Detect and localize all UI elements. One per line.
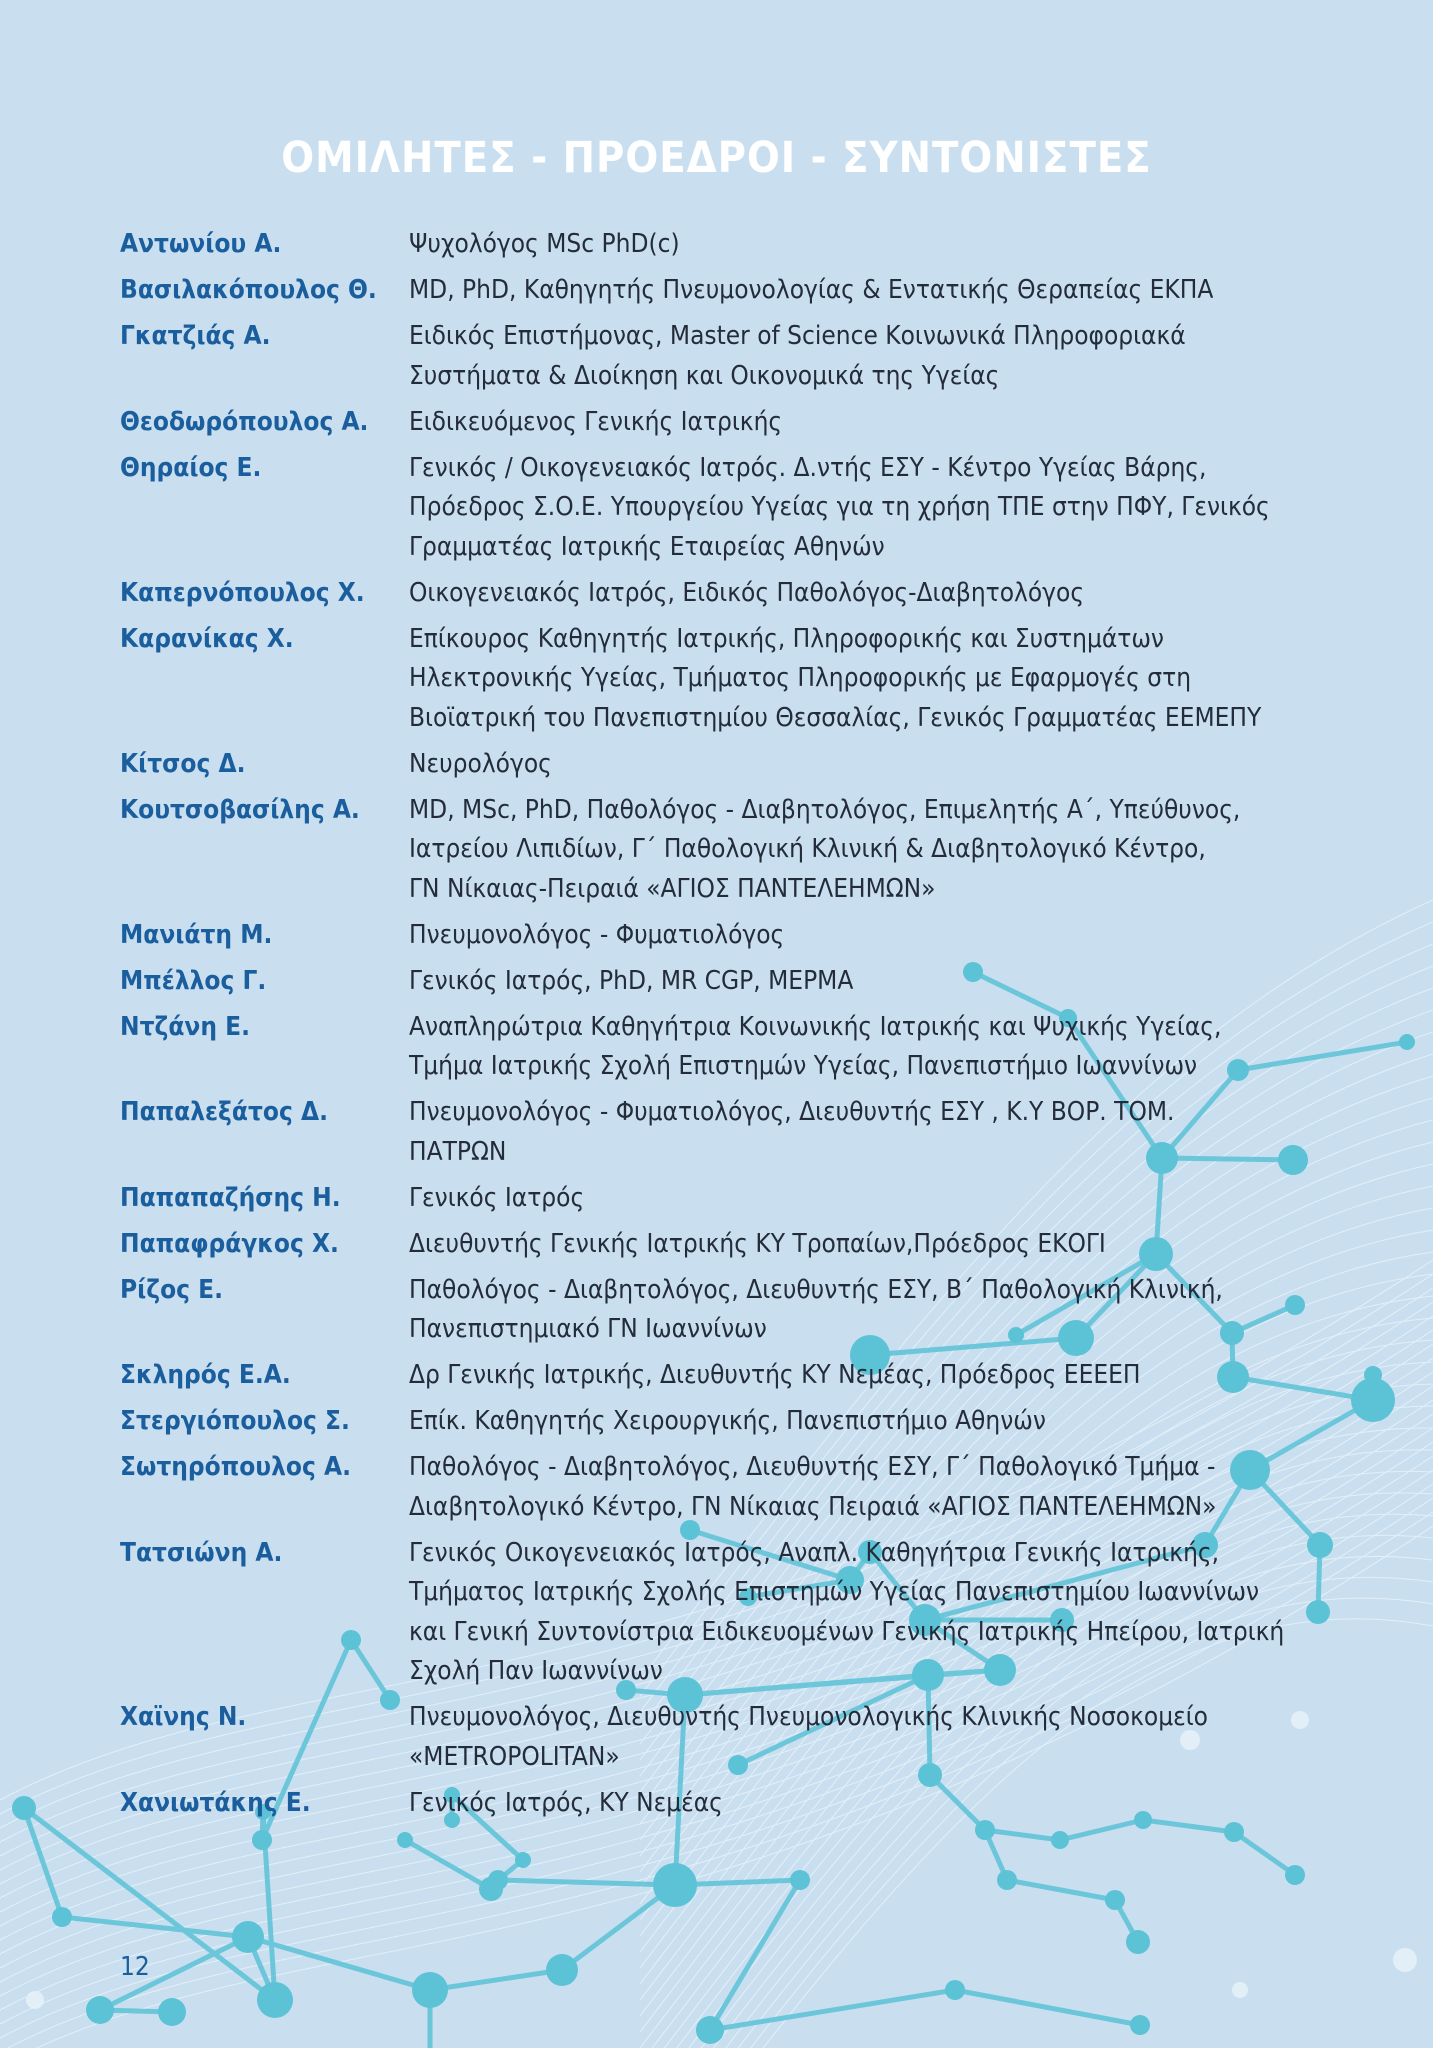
speaker-name: Παπαπαζήσης Η. — [120, 1182, 341, 1213]
description-line: ΠΑΤΡΩΝ — [409, 1136, 507, 1167]
speaker-row — [120, 271, 1320, 311]
speaker-name: Χανιωτάκης Ε. — [120, 1787, 311, 1818]
description-line: Δρ Γενικής Ιατρικής, Διευθυντής ΚΥ Νεμέας, Πρόεδρος ΕΕΕΕΠ — [409, 1360, 1141, 1390]
description-line: Επίκ. Καθηγητής Χειρουργικής, Πανεπιστήμιο Αθηνών — [409, 1406, 1046, 1436]
description-line: Γραμματέας Ιατρικής Εταιρείας Αθηνών — [409, 531, 885, 562]
speaker-name: Καπερνόπουλος Χ. — [120, 577, 365, 608]
speaker-description — [409, 962, 1317, 1002]
description-line: Αναπληρώτρια Καθηγήτρια Κοινωνικής Ιατρικής και Ψυχικής Υγείας, — [409, 1011, 1222, 1042]
speaker-name: Σκληρός Ε.Α. — [120, 1360, 291, 1390]
speaker-description — [409, 403, 1317, 443]
speaker-description — [409, 225, 1317, 265]
speaker-description — [409, 1271, 1317, 1350]
speaker-row — [120, 1534, 1320, 1692]
speaker-row — [120, 791, 1320, 910]
speaker-description — [409, 1784, 1317, 1824]
speaker-row — [120, 1698, 1320, 1777]
speaker-row — [120, 1784, 1320, 1824]
speaker-name: Στεργιόπουλος Σ. — [120, 1406, 350, 1436]
speaker-list — [120, 225, 1320, 1830]
speaker-name: Ρίζος Ε. — [120, 1274, 224, 1305]
speaker-row — [120, 1179, 1320, 1219]
description-line: Γενικός Ιατρός — [409, 1182, 585, 1213]
speaker-name: Κίτσος Δ. — [120, 748, 246, 779]
speaker-row — [120, 1448, 1320, 1527]
description-line: Νευρολόγος — [409, 748, 552, 779]
description-line: Διευθυντής Γενικής Ιατρικής ΚΥ Τροπαίων,Πρόεδρος ΕΚΟΓΙ — [409, 1228, 1106, 1259]
speaker-description — [409, 1008, 1317, 1087]
speaker-description — [409, 620, 1317, 739]
description-line: Σχολή Παν Ιωαννίνων — [409, 1656, 663, 1686]
description-line: και Γενική Συντονίστρια Ειδικευομένων Γενικής Ιατρικής Ηπείρου, Ιατρική — [409, 1616, 1285, 1647]
description-line: Γενικός Ιατρός, PhD, MR CGP, ΜΕΡΜΑ — [409, 965, 854, 996]
speaker-name: Ντζάνη Ε. — [120, 1011, 250, 1042]
speaker-description — [409, 1356, 1317, 1396]
speaker-name: Γκατζιάς Α. — [120, 321, 271, 351]
speaker-description — [409, 916, 1317, 956]
speaker-description — [409, 1093, 1317, 1172]
speaker-name: Καρανίκας Χ. — [120, 623, 294, 654]
speaker-name: Χαϊνης Ν. — [120, 1702, 247, 1732]
description-line: Πνευμονολόγος - Φυματιολόγος, Διευθυντής ΕΣΥ , Κ.Υ ΒΟΡ. ΤΟΜ. — [409, 1097, 1175, 1127]
description-line: Ειδικευόμενος Γενικής Ιατρικής — [409, 406, 783, 437]
description-line: Οικογενειακός Ιατρός, Ειδικός Παθολόγος-Διαβητολόγος — [409, 577, 1085, 608]
description-line: Συστήματα & Διοίκηση και Οικονομικά της Υγείας — [409, 360, 1000, 391]
description-line: ΓΝ Νίκαιας-Πειραιά «ΑΓΙΟΣ ΠΑΝΤΕΛΕΗΜΩΝ» — [409, 873, 936, 904]
description-line: Γενικός Οικογενειακός Ιατρός, Αναπλ. Καθηγήτρια Γενικής Ιατρικής, — [409, 1537, 1220, 1568]
description-line: Τμήματος Ιατρικής Σχολής Επιστημών Υγείας Πανεπιστημίου Ιωαννίνων — [409, 1577, 1260, 1607]
speaker-row — [120, 1008, 1320, 1087]
speaker-name: Παπαλεξάτος Δ. — [120, 1097, 328, 1127]
description-line: Παθολόγος - Διαβητολόγος, Διευθυντής ΕΣΥ, Γ΄ Παθολογικό Τμήμα - — [409, 1452, 1216, 1482]
description-line: Βιοϊατρική του Πανεπιστημίου Θεσσαλίας, Γενικός Γραμματέας ΕΕΜΕΠΥ — [409, 702, 1262, 733]
speaker-row — [120, 317, 1320, 396]
description-line: Πνευμονολόγος, Διευθυντής Πνευμονολογικής Κλινικής Νοσοκομείο — [409, 1702, 1208, 1732]
description-line: Ηλεκτρονικής Υγείας, Τμήματος Πληροφορικής με Εφαρμογές στη — [409, 663, 1192, 693]
speaker-row — [120, 916, 1320, 956]
speaker-row — [120, 225, 1320, 265]
speaker-row — [120, 574, 1320, 614]
speaker-row — [120, 1402, 1320, 1442]
speaker-description — [409, 1448, 1317, 1527]
speaker-row — [120, 962, 1320, 1002]
speaker-description — [409, 574, 1317, 614]
description-line: Ιατρείου Λιπιδίων, Γ΄ Παθολογική Κλινική & Διαβητολογικό Κέντρο, — [409, 834, 1206, 864]
description-line: Πνευμονολόγος - Φυματιολόγος — [409, 919, 785, 950]
speaker-row — [120, 403, 1320, 443]
speaker-name: Μπέλλος Γ. — [120, 965, 267, 996]
speaker-name: Παπαφράγκος Χ. — [120, 1228, 339, 1259]
description-line: Γενικός Ιατρός, ΚΥ Νεμέας — [409, 1787, 723, 1818]
speaker-row — [120, 1093, 1320, 1172]
speaker-row — [120, 449, 1320, 568]
description-line: Γενικός / Οικογενειακός Ιατρός. Δ.ντής ΕΣΥ - Κέντρο Υγείας Βάρης, — [409, 452, 1207, 483]
speaker-name: Μανιάτη Μ. — [120, 919, 273, 950]
speaker-description — [409, 791, 1317, 910]
speaker-description — [409, 1534, 1317, 1692]
description-line: MD, MSc, PhD, Παθολόγος - Διαβητολόγος, Επιμελητής Α΄, Υπεύθυνος, — [409, 794, 1241, 825]
speaker-description — [409, 449, 1317, 568]
description-line: Πρόεδρος Σ.Ο.Ε. Υπουργείου Υγείας για τη χρήση ΤΠΕ στην ΠΦΥ, Γενικός — [409, 492, 1270, 522]
speaker-row — [120, 620, 1320, 739]
page-title: ΟΜΙΛΗΤΕΣ - ΠΡΟΕΔΡΟΙ - ΣΥΝΤΟΝΙΣΤΕΣ — [281, 133, 1152, 183]
speaker-description — [409, 1225, 1317, 1265]
description-line: Παθολόγος - Διαβητολόγος, Διευθυντής ΕΣΥ, Β΄ Παθολογική Κλινική, — [409, 1274, 1223, 1305]
speaker-name: Βασιλακόπουλος Θ. — [120, 275, 377, 305]
speaker-row — [120, 745, 1320, 785]
speaker-name: Θεοδωρόπουλος Α. — [120, 406, 369, 437]
speaker-description — [409, 271, 1317, 311]
speaker-row — [120, 1356, 1320, 1396]
speaker-description — [409, 1179, 1317, 1219]
description-line: «METROPOLITAN» — [409, 1741, 620, 1772]
speaker-description — [409, 1402, 1317, 1442]
speaker-description — [409, 1698, 1317, 1777]
speaker-row — [120, 1225, 1320, 1265]
speaker-name: Τατσιώνη Α. — [120, 1537, 283, 1568]
description-line: Ειδικός Επιστήμονας, Master of Science Κοινωνικά Πληροφοριακά — [409, 321, 1186, 351]
speaker-name: Κουτσοβασίλης Α. — [120, 794, 360, 825]
speaker-name: Σωτηρόπουλος Α. — [120, 1452, 351, 1482]
description-line: Διαβητολογικό Κέντρο, ΓΝ Νίκαιας Πειραιά «ΑΓΙΟΣ ΠΑΝΤΕΛΕΗΜΩΝ» — [409, 1491, 1217, 1522]
page-number: 12 — [120, 1952, 150, 1982]
speaker-name: Αντωνίου Α. — [120, 229, 282, 259]
speaker-row — [120, 1271, 1320, 1350]
description-line: Επίκουρος Καθηγητής Ιατρικής, Πληροφορικής και Συστημάτων — [409, 623, 1164, 654]
speaker-name: Θηραίος Ε. — [120, 452, 262, 483]
description-line: Ψυχολόγος MSc PhD(c) — [409, 229, 680, 259]
speaker-description — [409, 745, 1317, 785]
speaker-description — [409, 317, 1317, 396]
description-line: MD, PhD, Καθηγητής Πνευμονολογίας & Εντατικής Θεραπείας ΕΚΠΑ — [409, 275, 1214, 305]
description-line: Πανεπιστημιακό ΓΝ Ιωαννίνων — [409, 1314, 767, 1344]
description-line: Τμήμα Ιατρικής Σχολή Επιστημών Υγείας, Πανεπιστήμιο Ιωαννίνων — [409, 1051, 1198, 1081]
